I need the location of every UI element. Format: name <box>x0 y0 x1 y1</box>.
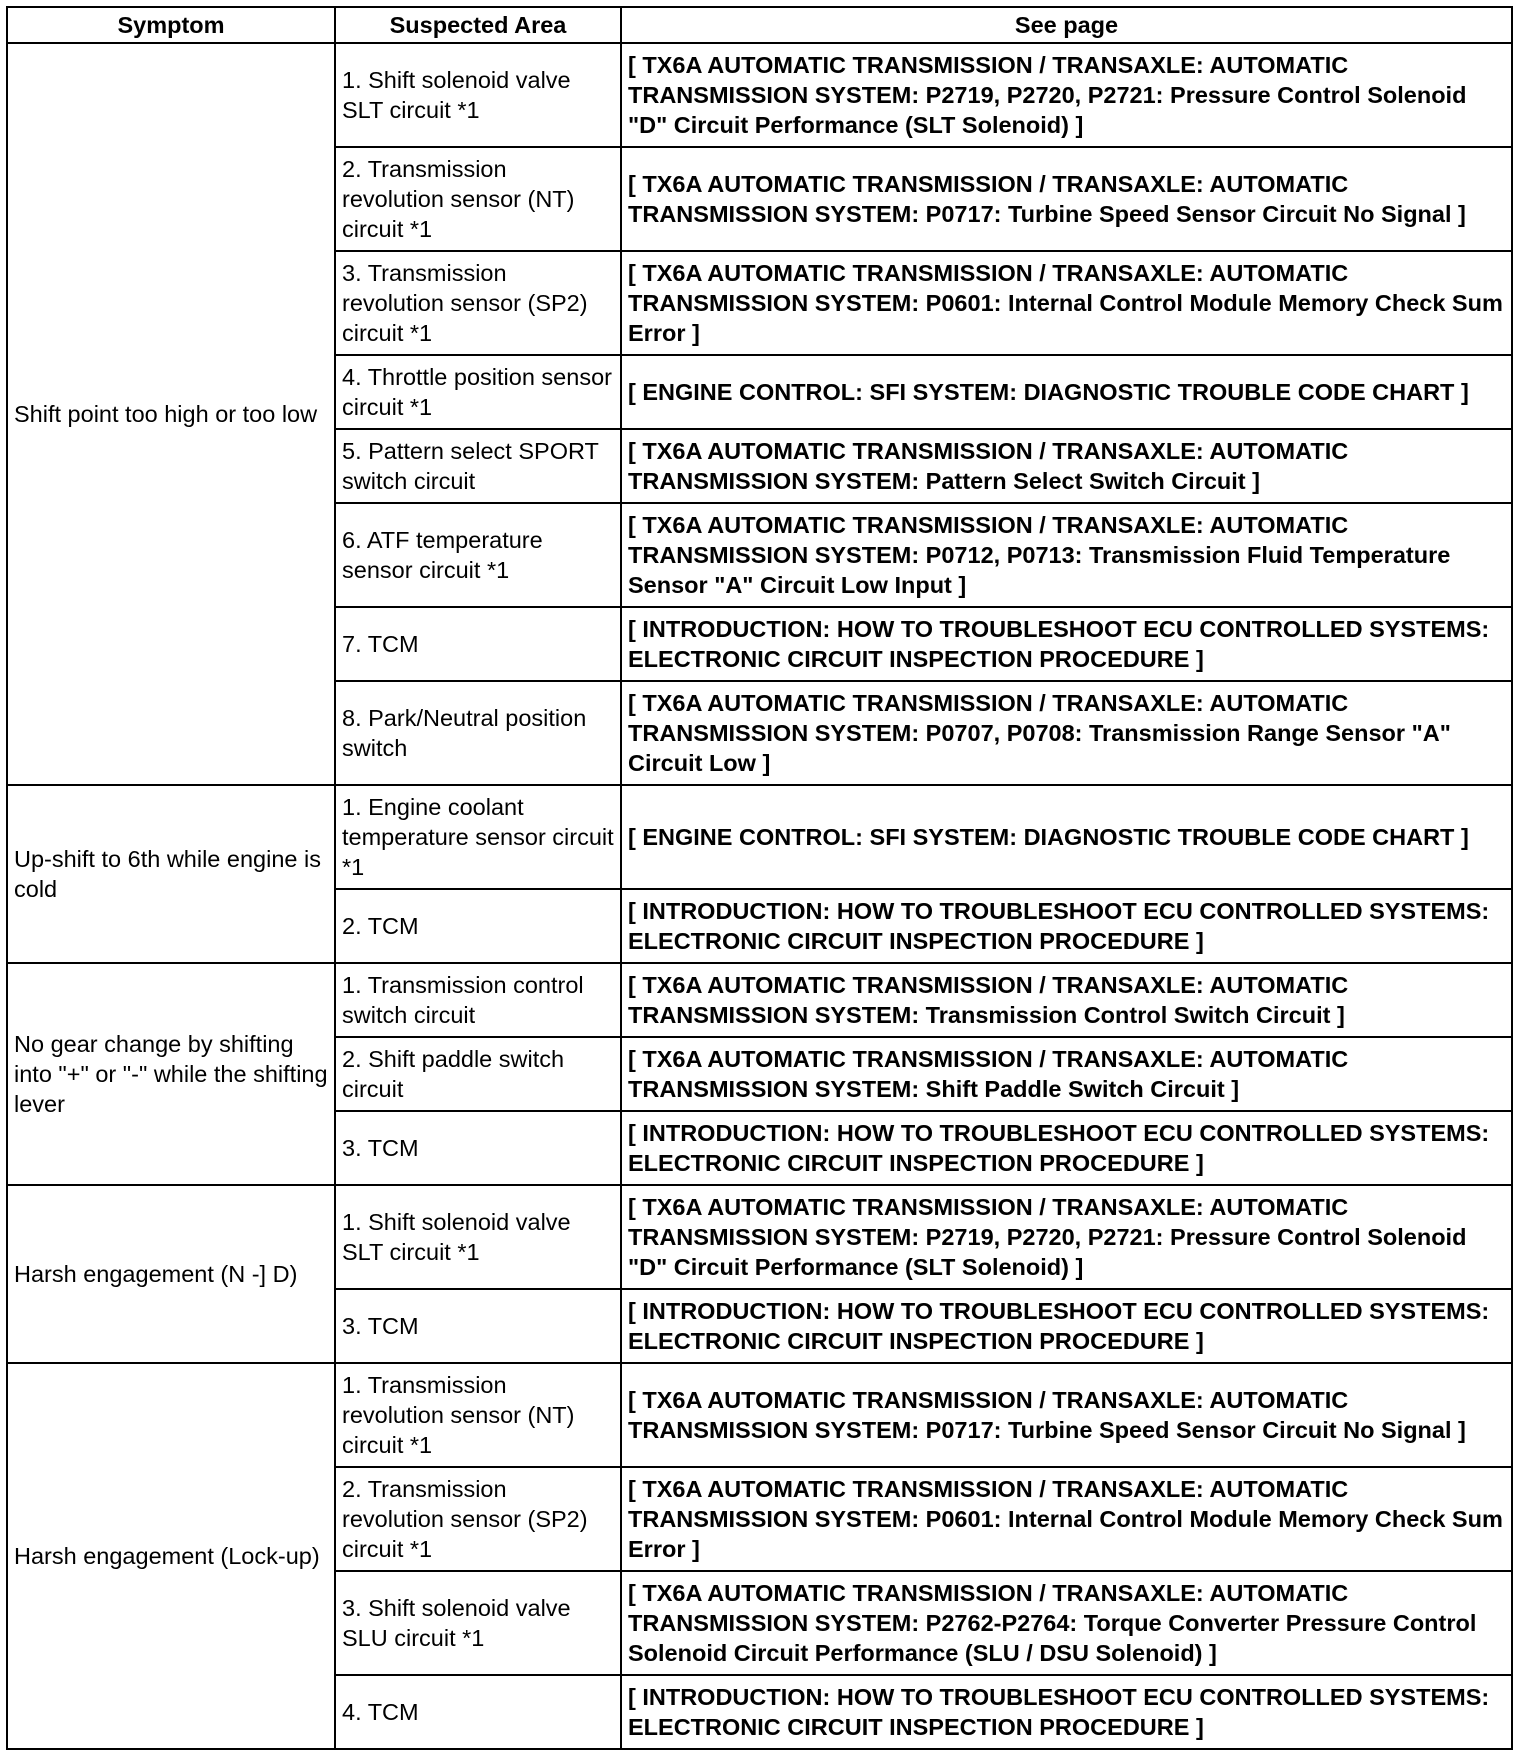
symptom-cell: Harsh engagement (N -] D) <box>7 1185 335 1363</box>
suspected-area-cell: 2. TCM <box>335 889 621 963</box>
table-row <box>7 1185 1512 1289</box>
see-page-reference[interactable]: [ INTRODUCTION: HOW TO TROUBLESHOOT ECU CONTROLLED SYSTEMS: ELECTRONIC CIRCUIT INSPECTION PROCEDURE ] <box>621 1111 1512 1185</box>
see-page-reference[interactable]: [ TX6A AUTOMATIC TRANSMISSION / TRANSAXLE: AUTOMATIC TRANSMISSION SYSTEM: Transmission Control Switch Circuit ] <box>621 963 1512 1037</box>
see-page-reference[interactable]: [ TX6A AUTOMATIC TRANSMISSION / TRANSAXLE: AUTOMATIC TRANSMISSION SYSTEM: P0601: Internal Control Module Memory Check Sum Error ] <box>621 251 1512 355</box>
symptom-cell: Shift point too high or too low <box>7 43 335 785</box>
see-page-reference[interactable]: [ TX6A AUTOMATIC TRANSMISSION / TRANSAXLE: AUTOMATIC TRANSMISSION SYSTEM: Shift Paddle Switch Circuit ] <box>621 1037 1512 1111</box>
see-page-reference[interactable]: [ TX6A AUTOMATIC TRANSMISSION / TRANSAXLE: AUTOMATIC TRANSMISSION SYSTEM: P2719, P2720, P2721: Pressure Control Solenoid "D" Circuit Performance (SLT Solenoid) ] <box>621 1185 1512 1289</box>
suspected-area-cell: 1. Transmission revolution sensor (NT) circuit *1 <box>335 1363 621 1467</box>
table-header <box>7 7 1512 43</box>
see-page-reference[interactable]: [ TX6A AUTOMATIC TRANSMISSION / TRANSAXLE: AUTOMATIC TRANSMISSION SYSTEM: Pattern Select Switch Circuit ] <box>621 429 1512 503</box>
see-page-reference[interactable]: [ TX6A AUTOMATIC TRANSMISSION / TRANSAXLE: AUTOMATIC TRANSMISSION SYSTEM: P2762-P2764: Torque Converter Pressure Control Solenoid Circuit Performance (SLU / DSU Solenoid) ] <box>621 1571 1512 1675</box>
suspected-area-cell: 6. ATF temperature sensor circuit *1 <box>335 503 621 607</box>
suspected-area-cell: 1. Transmission control switch circuit <box>335 963 621 1037</box>
table-body <box>7 43 1512 1749</box>
header-see-page: See page <box>621 7 1512 43</box>
see-page-reference[interactable]: [ TX6A AUTOMATIC TRANSMISSION / TRANSAXLE: AUTOMATIC TRANSMISSION SYSTEM: P0712, P0713: Transmission Fluid Temperature Sensor "A" Circuit Low Input ] <box>621 503 1512 607</box>
suspected-area-cell: 2. Transmission revolution sensor (NT) circuit *1 <box>335 147 621 251</box>
see-page-reference[interactable]: [ TX6A AUTOMATIC TRANSMISSION / TRANSAXLE: AUTOMATIC TRANSMISSION SYSTEM: P0601: Internal Control Module Memory Check Sum Error ] <box>621 1467 1512 1571</box>
suspected-area-cell: 1. Shift solenoid valve SLT circuit *1 <box>335 43 621 147</box>
suspected-area-cell: 1. Engine coolant temperature sensor circuit *1 <box>335 785 621 889</box>
see-page-reference[interactable]: [ TX6A AUTOMATIC TRANSMISSION / TRANSAXLE: AUTOMATIC TRANSMISSION SYSTEM: P0717: Turbine Speed Sensor Circuit No Signal ] <box>621 147 1512 251</box>
suspected-area-cell: 2. Transmission revolution sensor (SP2) circuit *1 <box>335 1467 621 1571</box>
see-page-reference[interactable]: [ ENGINE CONTROL: SFI SYSTEM: DIAGNOSTIC TROUBLE CODE CHART ] <box>621 785 1512 889</box>
see-page-reference[interactable]: [ INTRODUCTION: HOW TO TROUBLESHOOT ECU CONTROLLED SYSTEMS: ELECTRONIC CIRCUIT INSPECTION PROCEDURE ] <box>621 1675 1512 1749</box>
header-symptom: Symptom <box>7 7 335 43</box>
suspected-area-cell: 3. TCM <box>335 1289 621 1363</box>
see-page-reference[interactable]: [ TX6A AUTOMATIC TRANSMISSION / TRANSAXLE: AUTOMATIC TRANSMISSION SYSTEM: P0707, P0708: Transmission Range Sensor "A" Circuit Low ] <box>621 681 1512 785</box>
see-page-reference[interactable]: [ INTRODUCTION: HOW TO TROUBLESHOOT ECU CONTROLLED SYSTEMS: ELECTRONIC CIRCUIT INSPECTION PROCEDURE ] <box>621 889 1512 963</box>
suspected-area-cell: 1. Shift solenoid valve SLT circuit *1 <box>335 1185 621 1289</box>
symptom-cell: Harsh engagement (Lock-up) <box>7 1363 335 1749</box>
table-row <box>7 1363 1512 1467</box>
symptom-cell: No gear change by shifting into "+" or "-" while the shifting lever <box>7 963 335 1185</box>
table-row <box>7 785 1512 889</box>
see-page-reference[interactable]: [ INTRODUCTION: HOW TO TROUBLESHOOT ECU CONTROLLED SYSTEMS: ELECTRONIC CIRCUIT INSPECTION PROCEDURE ] <box>621 607 1512 681</box>
table-row <box>7 963 1512 1037</box>
suspected-area-cell: 3. TCM <box>335 1111 621 1185</box>
header-row <box>7 7 1512 43</box>
suspected-area-cell: 8. Park/Neutral position switch <box>335 681 621 785</box>
suspected-area-cell: 7. TCM <box>335 607 621 681</box>
see-page-reference[interactable]: [ TX6A AUTOMATIC TRANSMISSION / TRANSAXLE: AUTOMATIC TRANSMISSION SYSTEM: P2719, P2720, P2721: Pressure Control Solenoid "D" Circuit Performance (SLT Solenoid) ] <box>621 43 1512 147</box>
symptom-cell: Up-shift to 6th while engine is cold <box>7 785 335 963</box>
see-page-reference[interactable]: [ TX6A AUTOMATIC TRANSMISSION / TRANSAXLE: AUTOMATIC TRANSMISSION SYSTEM: P0717: Turbine Speed Sensor Circuit No Signal ] <box>621 1363 1512 1467</box>
suspected-area-cell: 5. Pattern select SPORT switch circuit <box>335 429 621 503</box>
see-page-reference[interactable]: [ ENGINE CONTROL: SFI SYSTEM: DIAGNOSTIC TROUBLE CODE CHART ] <box>621 355 1512 429</box>
suspected-area-cell: 3. Transmission revolution sensor (SP2) circuit *1 <box>335 251 621 355</box>
table-row <box>7 43 1512 147</box>
see-page-reference[interactable]: [ INTRODUCTION: HOW TO TROUBLESHOOT ECU CONTROLLED SYSTEMS: ELECTRONIC CIRCUIT INSPECTION PROCEDURE ] <box>621 1289 1512 1363</box>
problem-symptoms-table <box>6 6 1513 1750</box>
header-suspected-area: Suspected Area <box>335 7 621 43</box>
suspected-area-cell: 4. TCM <box>335 1675 621 1749</box>
suspected-area-cell: 3. Shift solenoid valve SLU circuit *1 <box>335 1571 621 1675</box>
suspected-area-cell: 4. Throttle position sensor circuit *1 <box>335 355 621 429</box>
suspected-area-cell: 2. Shift paddle switch circuit <box>335 1037 621 1111</box>
